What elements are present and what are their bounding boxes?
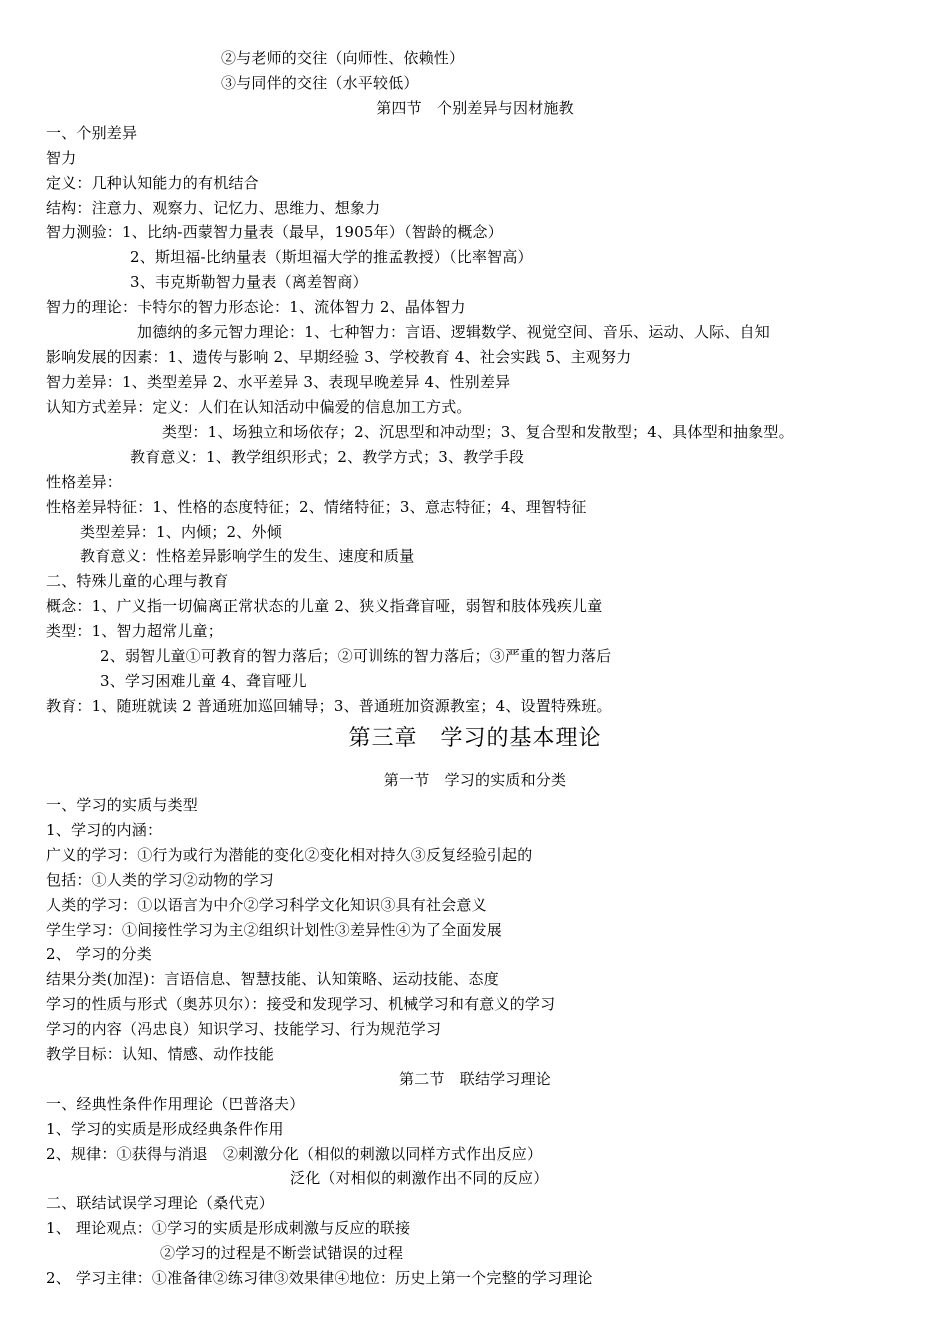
text-line: 一、经典性条件作用理论（巴普洛夫） [46,1095,305,1113]
text-line: 定义：几种认知能力的有机结合 [46,174,259,192]
text-line: 2、斯坦福-比纳量表（斯坦福大学的推孟教授）（比率智高） [130,248,533,266]
text-line: 广义的学习：①行为或行为潜能的变化②变化相对持久③反复经验引起的 [46,846,533,864]
section-heading: 第一节 学习的实质和分类 [383,771,567,789]
text-line: 性格差异： [46,473,123,491]
text-line: 学习的性质与形式（奥苏贝尔）：接受和发现学习、机械学习和有意义的学习 [46,995,556,1013]
text-line: ②学习的过程是不断尝试错误的过程 [160,1244,404,1262]
text-line: 教育意义：1、教学组织形式；2、教学方式；3、教学手段 [130,448,525,466]
text-line: 类型：1、场独立和场依存；2、沉思型和冲动型；3、复合型和发散型；4、具体型和抽象型。 [162,423,794,441]
text-line: ③与同伴的交往（水平较低） [221,74,419,92]
text-line: 智力差异：1、类型差异 2、水平差异 3、表现早晚差异 4、性别差异 [46,373,511,391]
text-line: 智力 [46,149,77,167]
text-line: 类型差异：1、内倾；2、外倾 [80,523,282,541]
text-line: 一、学习的实质与类型 [46,796,199,814]
text-line: 二、联结试误学习理论（桑代克） [46,1194,275,1212]
text-line: 3、学习困难儿童 4、聋盲哑儿 [100,672,307,690]
text-line: 教学目标：认知、情感、动作技能 [46,1045,275,1063]
text-line: 教育意义：性格差异影响学生的发生、速度和质量 [80,547,415,565]
text-line: 2、 学习的分类 [46,945,152,963]
text-line: 3、韦克斯勒智力量表（离差智商） [130,273,368,291]
text-line: 2、弱智儿童①可教育的智力落后；②可训练的智力落后；③严重的智力落后 [100,647,612,665]
text-line: 认知方式差异：定义：人们在认知活动中偏爱的信息加工方式。 [46,398,472,416]
text-line: 包括：①人类的学习②动物的学习 [46,871,275,889]
text-line: 2、 学习主律：①准备律②练习律③效果律④地位：历史上第一个完整的学习理论 [46,1269,593,1287]
text-line: 泛化（对相似的刺激作出不同的反应） [290,1169,549,1187]
text-line: 人类的学习：①以语言为中介②学习科学文化知识③具有社会意义 [46,896,487,914]
text-line: 一、个别差异 [46,124,138,142]
text-line: 1、学习的实质是形成经典条件作用 [46,1120,284,1138]
text-line: ②与老师的交往（向师性、依赖性） [221,49,465,67]
text-line: 加德纳的多元智力理论：1、七种智力：言语、逻辑数学、视觉空间、音乐、运动、人际、自知 [137,323,770,341]
text-line: 二、特殊儿童的心理与教育 [46,572,229,590]
text-line: 结构：注意力、观察力、记忆力、思维力、想象力 [46,199,381,217]
text-line: 智力测验：1、比纳-西蒙智力量表（最早，1905年）（智龄的概念） [46,223,503,241]
text-line: 教育：1、随班就读 2 普通班加巡回辅导；3、普通班加资源教室；4、设置特殊班。 [46,697,612,715]
text-line: 1、学习的内涵： [46,821,163,839]
section-heading: 第四节 个别差异与因材施教 [376,99,574,117]
text-line: 学习的内容（冯忠良）知识学习、技能学习、行为规范学习 [46,1020,442,1038]
text-line: 性格差异特征：1、性格的态度特征；2、情绪特征；3、意志特征；4、理智特征 [46,498,587,516]
section-heading: 第二节 联结学习理论 [398,1070,551,1088]
text-line: 学生学习：①间接性学习为主②组织计划性③差异性④为了全面发展 [46,921,503,939]
text-line: 1、 理论观点：①学习的实质是形成刺激与反应的联接 [46,1219,411,1237]
text-line: 结果分类(加涅)：言语信息、智慧技能、认知策略、运动技能、态度 [46,970,499,988]
text-line: 类型：1、智力超常儿童； [46,622,223,640]
chapter-heading: 第三章 学习的基本理论 [348,726,602,751]
text-line: 智力的理论：卡特尔的智力形态论：1、流体智力 2、晶体智力 [46,298,466,316]
text-line: 概念：1、广义指一切偏离正常状态的儿童 2、狭义指聋盲哑，弱智和肢体残疾儿童 [46,597,603,615]
text-line: 2、规律：①获得与消退 ②刺激分化（相似的刺激以同样方式作出反应） [46,1145,543,1163]
text-line: 影响发展的因素：1、遗传与影响 2、早期经验 3、学校教育 4、社会实践 5、主观努力 [46,348,632,366]
